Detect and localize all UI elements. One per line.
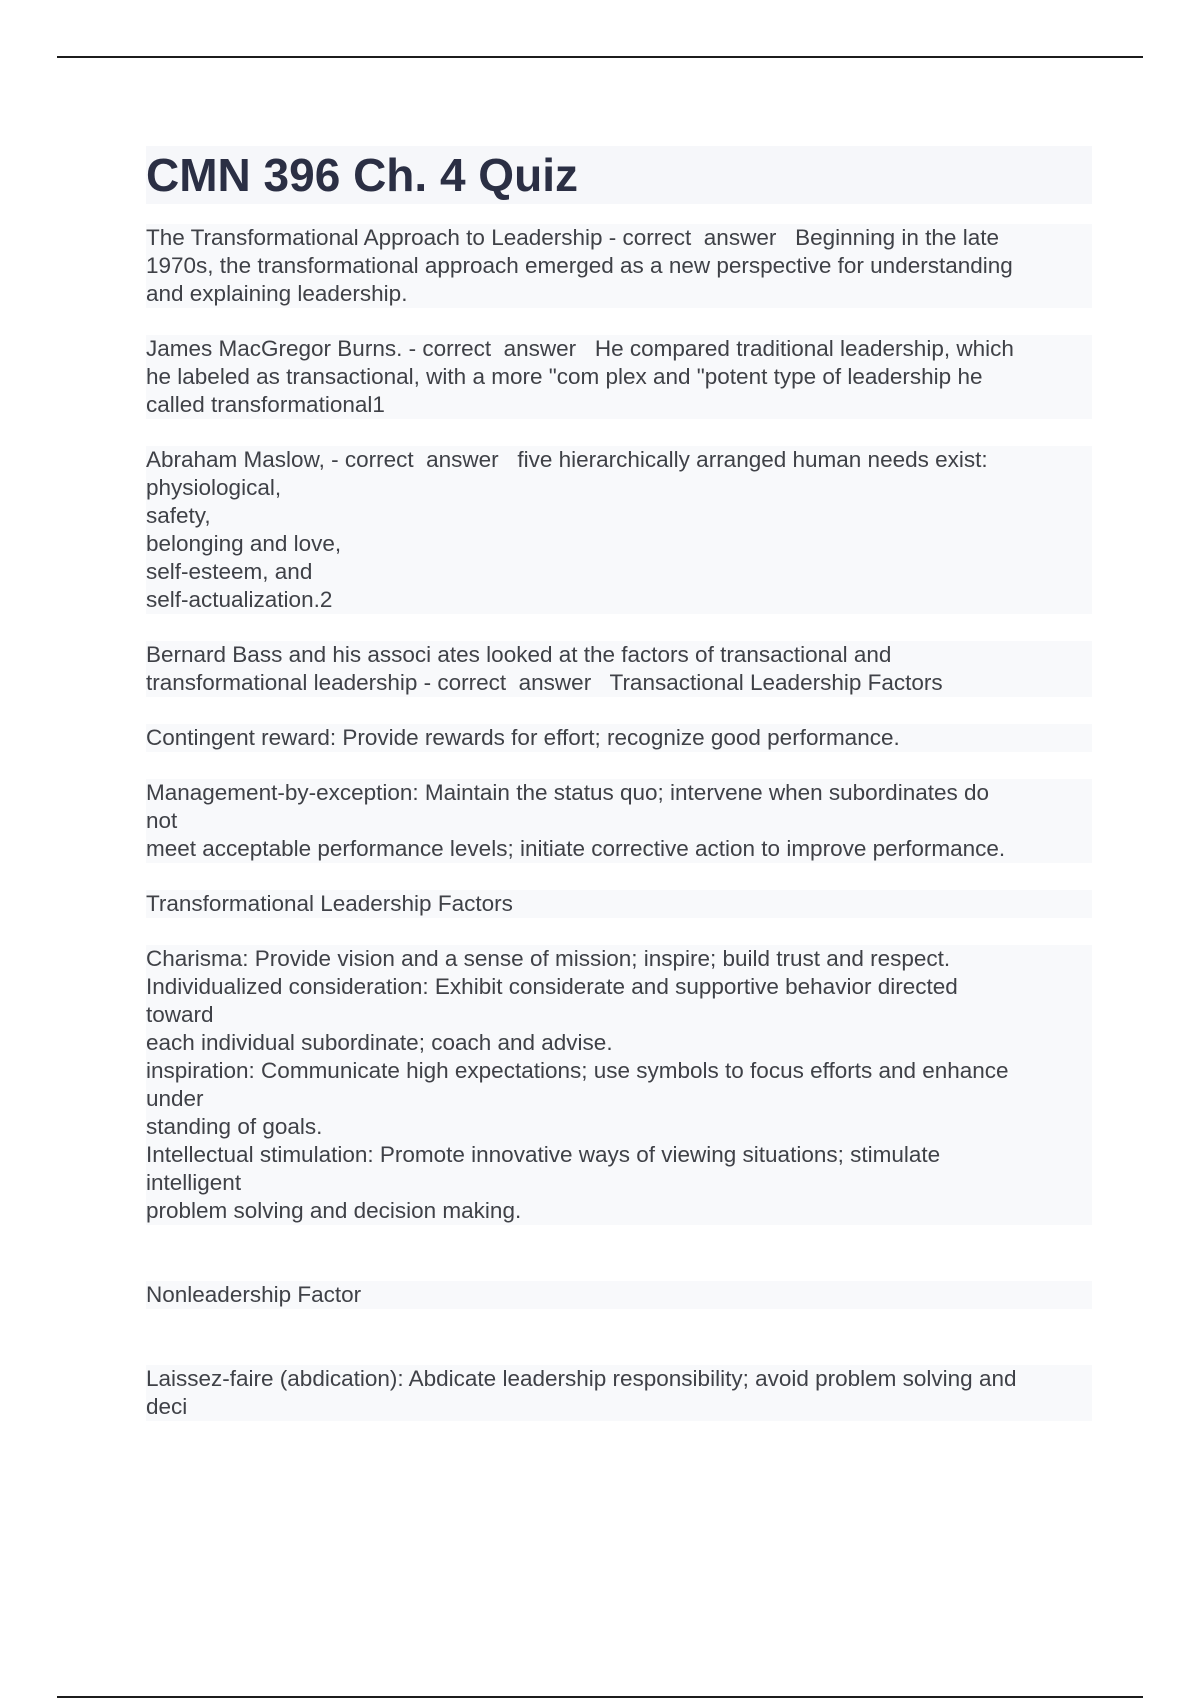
paragraph-gap (146, 752, 1092, 779)
text-line: Intellectual stimulation: Promote innovative ways of viewing situations; stimulate (146, 1142, 941, 1167)
text-line: not (146, 808, 178, 833)
paragraph-gap (146, 697, 1092, 724)
text-line: transformational leadership - correct answer Transactional Leadership Factors (146, 670, 943, 695)
text-line: James MacGregor Burns. - correct answer He compared traditional leadership, which (146, 336, 1014, 361)
text-line: safety, (146, 503, 211, 528)
text-line: under (146, 1086, 204, 1111)
section-heading-transformational-factors (146, 890, 1092, 918)
text-line: intelligent (146, 1170, 242, 1195)
text-line: meet acceptable performance levels; initiate corrective action to improve performance. (146, 836, 1006, 861)
paragraph-transformational-factors (146, 945, 1092, 1225)
text-line: physiological, (146, 475, 282, 500)
paragraph-management-by-exception (146, 779, 1092, 863)
text-line: problem solving and decision making. (146, 1198, 522, 1223)
text-line: self-actualization.2 (146, 587, 333, 612)
paragraph-gap (146, 863, 1092, 890)
paragraph-gap (146, 419, 1092, 446)
bottom-rule (57, 1696, 1143, 1698)
paragraph-contingent-reward (146, 724, 1092, 752)
text-line: self-esteem, and (146, 559, 313, 584)
text-line: belonging and love, (146, 531, 342, 556)
top-rule (57, 56, 1143, 58)
text-line: Bernard Bass and his associ ates looked at the factors of transactional and (146, 642, 892, 667)
paragraph-gap (146, 614, 1092, 641)
text-line: Individualized consideration: Exhibit considerate and supportive behavior directed (146, 974, 958, 999)
text-line: called transformational1 (146, 392, 385, 417)
text-line: Transformational Leadership Factors (146, 891, 513, 916)
section-heading-nonleadership-factor (146, 1281, 1092, 1309)
paragraph-burns (146, 335, 1092, 419)
text-line: 1970s, the transformational approach emerged as a new perspective for understanding (146, 253, 1013, 278)
document-body (146, 146, 1092, 1421)
paragraph-gap (146, 1309, 1092, 1365)
text-line: Nonleadership Factor (146, 1282, 362, 1307)
text-line: toward (146, 1002, 214, 1027)
paragraph-transformational-approach (146, 224, 1092, 308)
paragraph-gap (146, 308, 1092, 335)
text-line: inspiration: Communicate high expectations; use symbols to focus efforts and enhance (146, 1058, 1009, 1083)
text-line: Laissez-faire (abdication): Abdicate leadership responsibility; avoid problem solving and (146, 1366, 1017, 1391)
paragraph-gap (146, 918, 1092, 945)
text-line: each individual subordinate; coach and advise. (146, 1030, 613, 1055)
text-line: Abraham Maslow, - correct answer five hierarchically arranged human needs exist: (146, 447, 988, 472)
text-line: he labeled as transactional, with a more "com plex and "potent type of leadership he (146, 364, 983, 389)
paragraph-bass (146, 641, 1092, 697)
text-line: The Transformational Approach to Leadership - correct answer Beginning in the late (146, 225, 999, 250)
text-line: Management-by-exception: Maintain the status quo; intervene when subordinates do (146, 780, 990, 805)
text-line: Charisma: Provide vision and a sense of mission; inspire; build trust and respect. (146, 946, 951, 971)
text-line: Contingent reward: Provide rewards for effort; recognize good performance. (146, 725, 900, 750)
text-line: deci (146, 1394, 188, 1419)
paragraph-maslow (146, 446, 1092, 614)
text-line: and explaining leadership. (146, 281, 408, 306)
paragraph-laissez-faire (146, 1365, 1092, 1421)
paragraph-gap (146, 1225, 1092, 1281)
text-line: standing of goals. (146, 1114, 323, 1139)
page-title: CMN 396 Ch. 4 Quiz (146, 146, 1092, 204)
